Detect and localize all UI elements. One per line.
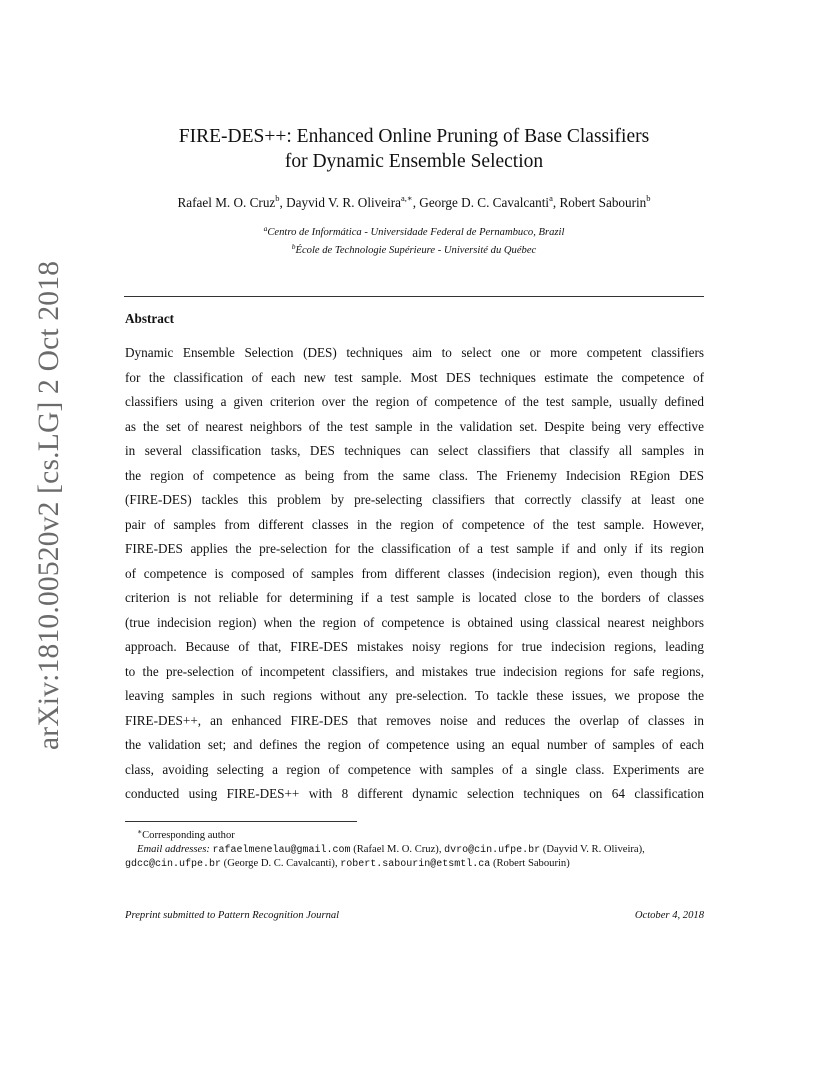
abstract-line: (FIRE-DES) tackles this problem by pre-selecting classifiers that correctly classify at least one — [125, 492, 704, 507]
submission-date: October 4, 2018 — [634, 910, 704, 921]
abstract-line: criterion is not reliable for determining if a test sample is located close to the borders of classes — [125, 590, 704, 605]
abstract-line: of competence is composed of samples from different classes (indecision region), even though this — [125, 565, 704, 581]
author-mark: a,∗ — [401, 193, 413, 203]
author-name: Dayvid V. R. Oliveira — [286, 195, 402, 210]
footnotes — [125, 825, 704, 872]
email-link[interactable]: gdcc@cin.ufpe.br — [125, 859, 222, 871]
abstract-heading: Abstract — [125, 311, 175, 326]
abstract-line: FIRE-DES++, an enhanced FIRE-DES that removes noise and reduces the overlap of classes in — [125, 712, 704, 728]
author-mark: b — [646, 193, 651, 203]
author-name: George D. C. Cavalcanti — [419, 195, 550, 210]
title-line-1: FIRE-DES++: Enhanced Online Pruning of Base Classifiers — [178, 126, 650, 147]
author-separator: , — [279, 195, 287, 210]
author-separator: , — [412, 195, 420, 210]
abstract-line: approach. Because of that, FIRE-DES mistakes noisy regions for true indecision regions, leading — [125, 639, 704, 654]
arxiv-identifier-stamp: arXiv:1810.00520v2 [cs.LG] 2 Oct 2018 — [33, 260, 65, 750]
abstract-top-rule — [124, 296, 704, 297]
abstract-line: to the pre-selection of incompetent classifiers, and mistakes true indecision regions for safe regions, — [125, 663, 704, 679]
email-link[interactable]: dvro@cin.ufpe.br — [444, 844, 541, 856]
affiliation-mark: b — [291, 242, 296, 251]
affiliation-text: Centro de Informática - Universidade Federal de Pernambuco, Brazil — [267, 227, 565, 238]
affiliation-text: École de Technologie Supérieure - Université du Québec — [295, 245, 537, 256]
abstract-line: Dynamic Ensemble Selection (DES) techniques aim to select one or more competent classifiers — [125, 345, 704, 360]
journal-note: Preprint submitted to Pattern Recognition Journal — [125, 910, 340, 921]
abstract-line: FIRE-DES applies the pre-selection for the classification of a test sample if and only if its region — [125, 541, 704, 556]
email-link[interactable]: rafaelmenelau@gmail.com — [212, 844, 351, 856]
author-separator: , — [552, 195, 560, 210]
abstract-line: class, avoiding selecting a region of competence with samples of a single class. Experiments are — [125, 761, 704, 777]
email-link[interactable]: robert.sabourin@etsmtl.ca — [340, 859, 491, 871]
abstract-line: (true indecision region) when the region of competence is obtained using classical nearest neighbors — [125, 614, 704, 630]
affiliation-mark: a — [263, 224, 268, 233]
abstract-line: classifiers using a given criterion over the region of competence of the test sample, usually defined — [125, 394, 704, 409]
footnote-mark: ∗ — [137, 827, 143, 836]
abstract-line: in several classification tasks, DES techniques can select classifiers that classify all samples in — [125, 443, 704, 458]
affiliation-a — [124, 222, 704, 240]
corresponding-author-text: Corresponding author — [142, 830, 235, 841]
abstract-line: pair of samples from different classes in the region of competence of the test sample. However, — [125, 516, 704, 532]
author-name: Robert Sabourin — [559, 195, 647, 210]
affiliation-list — [124, 222, 704, 258]
email-line-1 — [125, 843, 704, 858]
author-mark: b — [275, 193, 280, 203]
email-label: Email addresses: — [137, 843, 210, 855]
email-owner: (George D. C. Cavalcanti), — [221, 858, 341, 870]
author-mark: a — [549, 193, 553, 203]
abstract-body — [125, 341, 704, 807]
title-line-2: for Dynamic Ensemble Selection — [284, 151, 544, 172]
abstract-line: for the classification of each new test sample. Most DES techniques estimate the competence of — [125, 369, 704, 385]
abstract-line: leaving samples in such regions without any pre-selection. To tackle these issues, we propose the — [125, 688, 704, 703]
email-owner: (Rafael M. O. Cruz), — [350, 843, 445, 855]
author-name: Rafael M. O. Cruz — [177, 195, 276, 210]
email-owner: (Robert Sabourin) — [490, 858, 570, 870]
email-owner: (Dayvid V. R. Oliveira), — [540, 843, 645, 855]
abstract-line: conducted using FIRE-DES++ with 8 different dynamic selection techniques on 64 classification — [125, 786, 704, 801]
abstract-line: the validation set; and defines the region of competence using an equal number of samples of each — [125, 737, 704, 752]
corresponding-author-note — [125, 825, 704, 843]
abstract-line: as the set of nearest neighbors of the test sample in the validation set. Despite being very effective — [125, 418, 704, 434]
affiliation-b — [124, 240, 704, 258]
author-list — [124, 193, 704, 211]
abstract-line: the region of competence as being from the same class. The Frienemy Indecision REgion DES — [125, 467, 704, 483]
paper-title — [124, 124, 704, 174]
footnote-rule — [125, 821, 357, 822]
email-line-2 — [125, 857, 704, 872]
